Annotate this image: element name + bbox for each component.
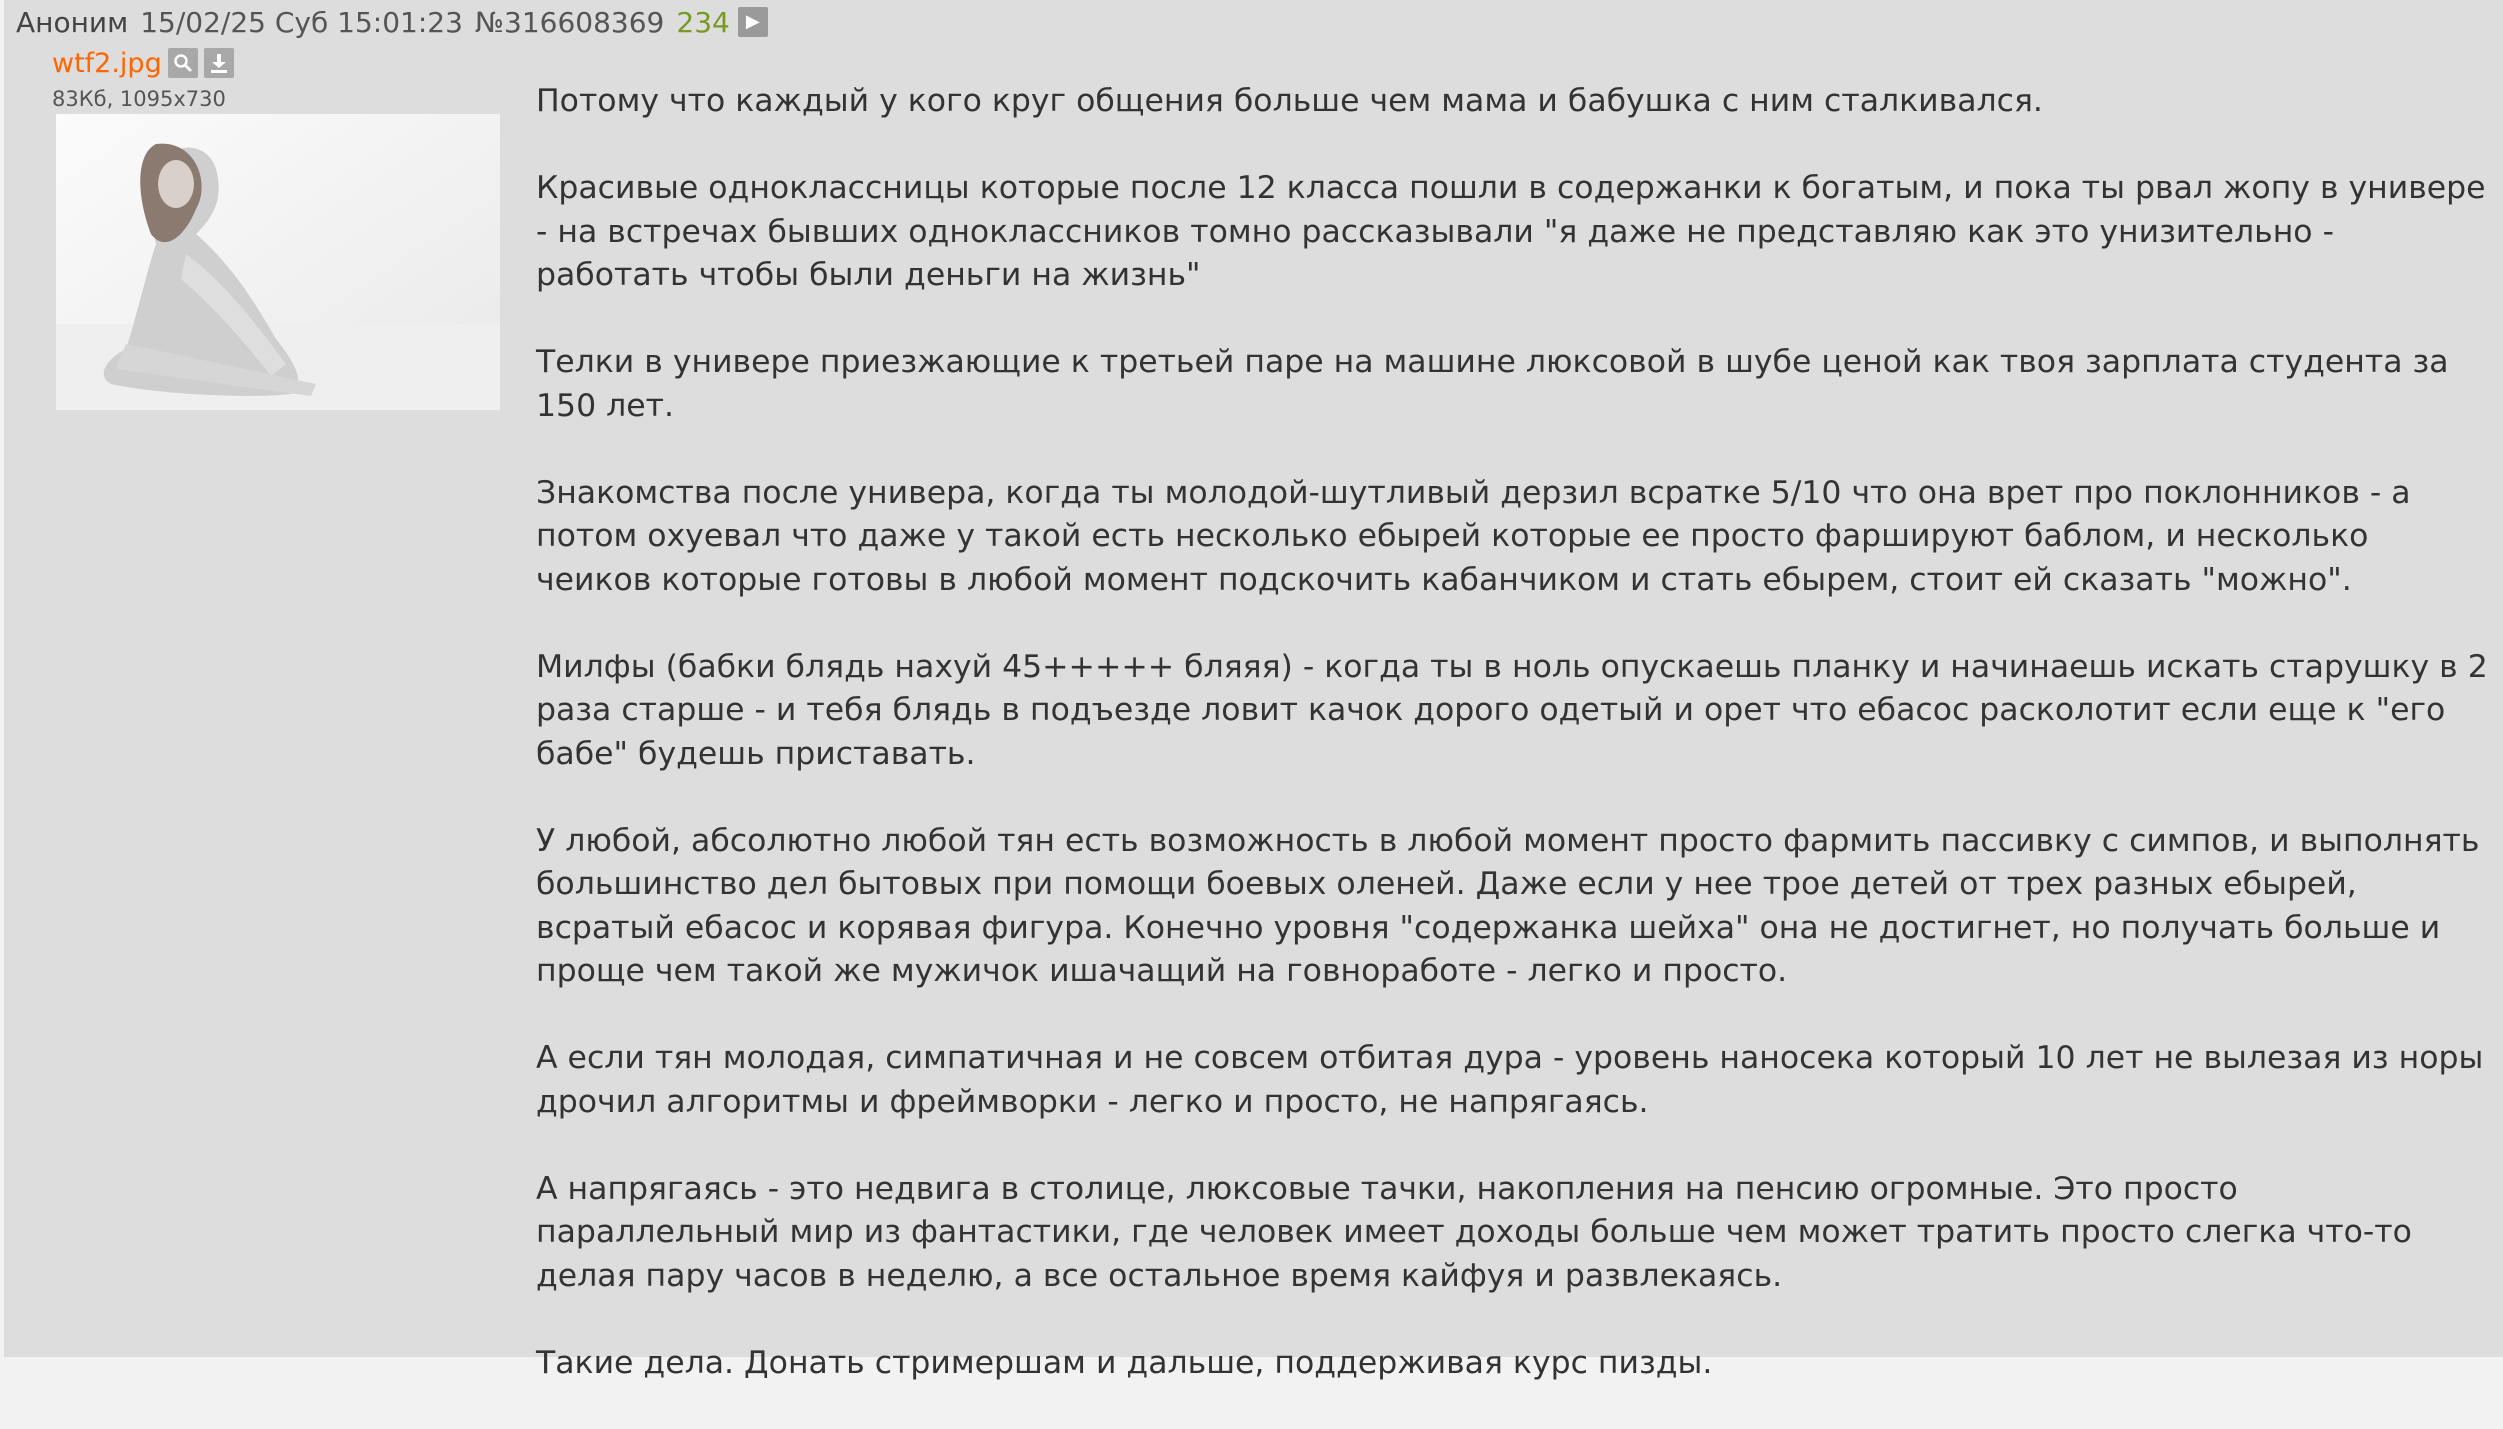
file-meta: 83Кб, 1095x730: [52, 87, 226, 111]
play-icon[interactable]: ▶: [738, 7, 768, 37]
search-icon[interactable]: [168, 48, 198, 78]
file-info: [52, 45, 234, 111]
message-paragraph: Такие дела. Донать стримершам и дальше, поддерживая курс пизды.: [536, 1344, 1713, 1381]
reply-count[interactable]: 234: [676, 5, 730, 39]
download-icon[interactable]: [204, 48, 234, 78]
file-name-link[interactable]: wtf2.jpg: [52, 47, 162, 79]
message-paragraph: А напрягаясь - это недвига в столице, люксовые тачки, накопления на пенсию огромные. Это просто параллельный мир из фантастики, где человек имеет доходы больше чем может тратить просто слегка что-то делая пару часов в неделю, а все остальное время кайфуя и развлекаясь.: [536, 1170, 2412, 1294]
post-date: 15/02/25 Суб 15:01:23: [140, 5, 463, 39]
message-paragraph: Знакомства после универа, когда ты молодой-шутливый дерзил всратке 5/10 что она врет про поклонников - а потом охуевал что даже у такой есть несколько ебырей которые ее просто фаршируют баблом, и несколько чеиков которые готовы в любой момент подскочить кабанчиком и стать ебырем, стоит ей сказать "можно".: [536, 474, 2411, 598]
message-paragraph: У любой, абсолютно любой тян есть возможность в любой момент просто фармить пассивку с симпов, и выполнять большинство дел бытовых при помощи боевых оленей. Даже если у нее трое детей от трех разных ебырей, всратый ебасос и корявая фигура. Конечно уровня "содержанка шейха" она не достигнет, но получать больше и проще чем такой же мужичок ишачащий на говноработе - легко и просто.: [536, 822, 2480, 989]
post-image-thumbnail[interactable]: [56, 114, 500, 410]
message-paragraph: Потому что каждый у кого круг общения больше чем мама и бабушка с ним сталкивался.: [536, 83, 2043, 119]
message-paragraph: Красивые одноклассницы которые после 12 класса пошли в содержанки к богатым, и пока ты рвал жопу в универе - на встречах бывших одноклассников томно рассказывали "я даже не представляю как это унизительно - работать чтобы были деньги на жизнь": [536, 170, 2486, 293]
post-message: [536, 80, 2491, 1429]
post: [4, 0, 2503, 1381]
message-paragraph: А если тян молодая, симпатичная и не совсем отбитая дура - уровень наносека который 10 лет не вылезая из норы дрочил алгоритмы и фреймворки - легко и просто, не напрягаясь.: [536, 1040, 2484, 1120]
post-number[interactable]: №316608369: [474, 5, 665, 39]
post-author: Аноним: [16, 5, 129, 39]
post-header: [16, 3, 768, 41]
message-paragraph: Телки в универе приезжающие к третьей паре на машине люксовой в шубе ценой как твоя зарплата студента за 150 лет.: [536, 344, 2449, 424]
message-paragraph: Милфы (бабки блядь нахуй 45+++++ бляяя) - когда ты в ноль опускаешь планку и начинаешь искать старушку в 2 раза старше - и тебя блядь в подъезде ловит качок дорого одетый и орет что ебасос расколотит если еще к "его бабе" будешь приставать.: [536, 648, 2488, 772]
